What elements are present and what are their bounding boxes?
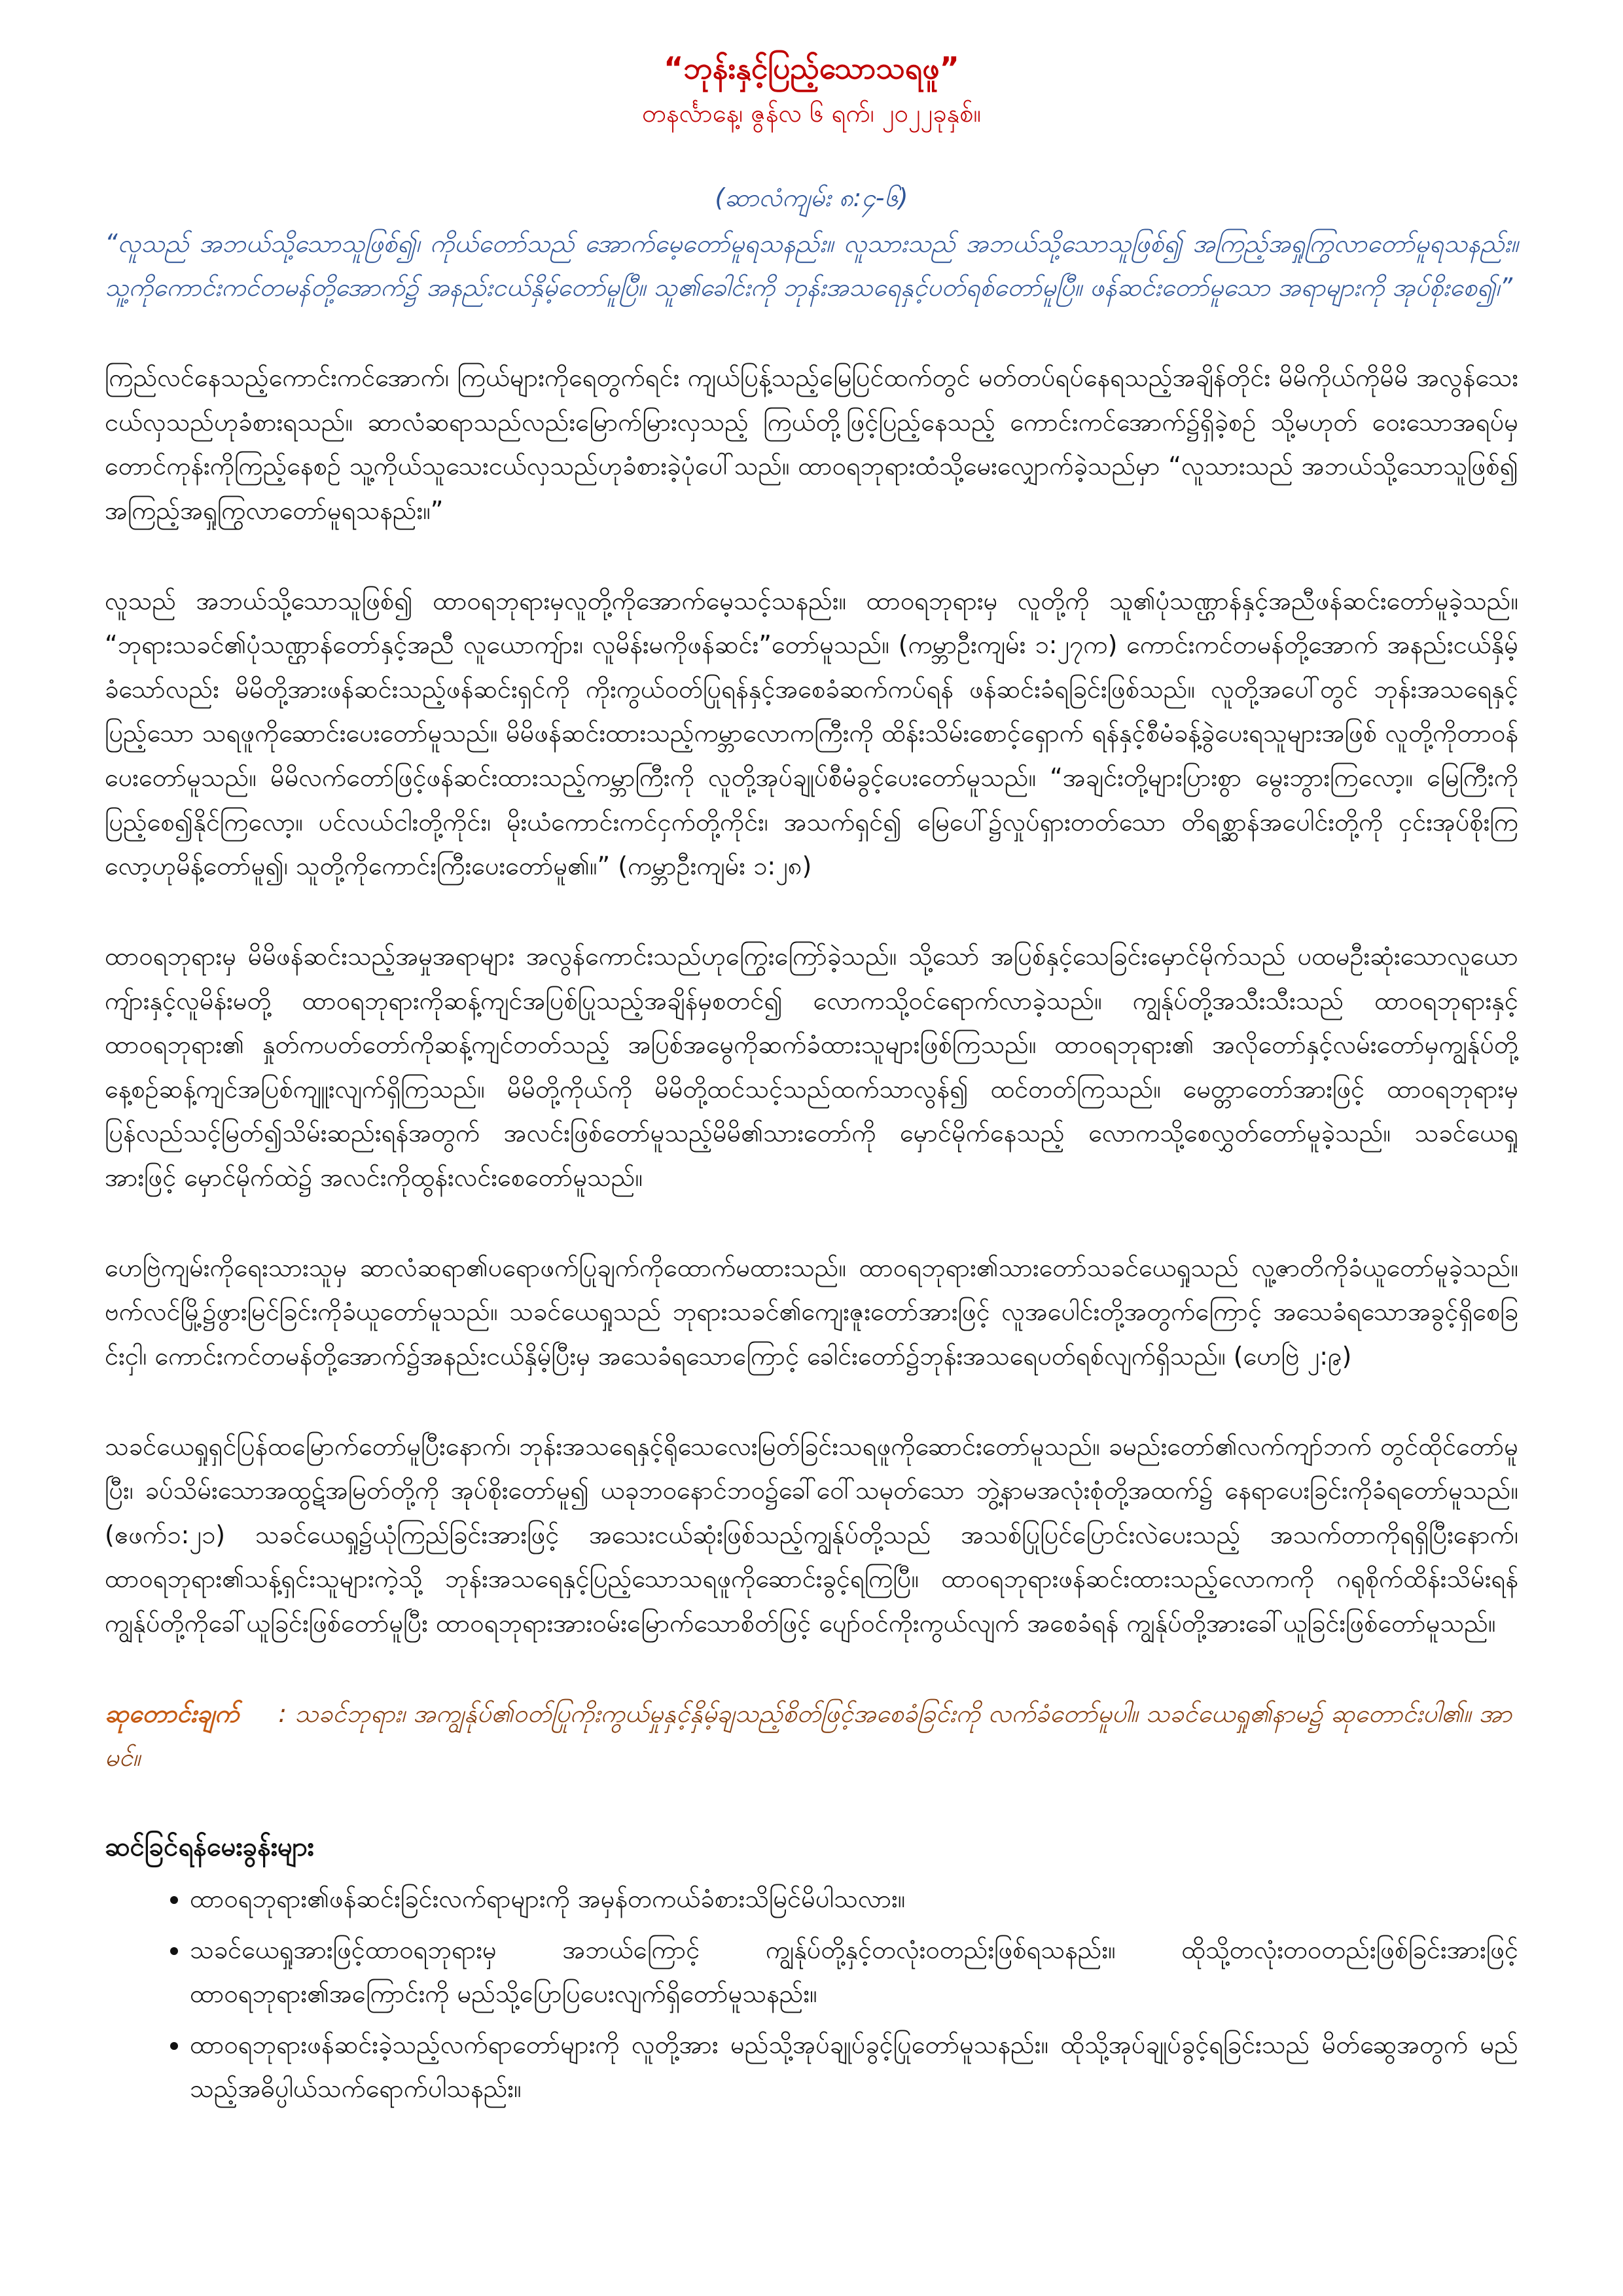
questions-list [105, 1877, 1518, 2111]
body-paragraph-1: ကြည်လင်နေသည့်ကောင်းကင်အောက်၊ ကြယ်များကိုရေတွက်ရင်း ကျယ်ပြန့်သည့်မြေပြင်ထက်တွင် မတ်တပ်ရပ်နေရသည့်အချိန်တိုင်း မိမိကိုယ်ကိုမိမိ အလွန်သေးငယ်လှသည်ဟုခံစားရသည်။ ဆာလံဆရာသည်လည်းမြောက်မြားလှသည့် ကြယ်တို့ဖြင့်ပြည့်နေသည့် ကောင်းကင်အောက်၌ရှိခဲ့စဉ် သို့မဟုတ် ဝေးသောအရပ်မှတောင်ကုန်းကိုကြည့်နေစဉ် သူ့ကိုယ်သူသေးငယ်လှသည်ဟုခံစားခဲ့ပုံပေါ်သည်။ ထာဝရဘုရားထံသို့မေးလျှောက်ခဲ့သည်မှာ “လူသားသည် အဘယ်သို့သောသူဖြစ်၍ အကြည့်အရှုကြွလာတော်မူရသနည်း။” [105, 363, 1518, 525]
prayer-text: : သခင်ဘုရား၊ အကျွန်ုပ်၏ဝတ်ပြုကိုးကွယ်မှုနှင့်နှိမ့်ချသည့်စိတ်ဖြင့်အစေခံခြင်းကို လက်ခံတော်မူပါ။ သခင်ယေရှု၏နာမ၌ ဆုတောင်းပါ၏။ အာမင်။ [105, 1698, 1512, 1772]
question-item-1: • ထာဝရဘုရား၏ဖန်ဆင်းခြင်းလက်ရာများကို အမှန်တကယ်ခံစားသိမြင်မိပါသလား။ [190, 1877, 1518, 1922]
devotional-date: တနင်္လာနေ့၊ ဇွန်လ ၆ ရက်၊ ၂၀၂၂ခုနှစ်။ [641, 99, 982, 128]
scripture-reference: (ဆာလံကျမ်း ၈:၄-၆) [715, 183, 908, 212]
scripture-verse: “လူသည် အဘယ်သို့သောသူဖြစ်၍၊ ကိုယ်တော်သည် အောက်မေ့တော်မူရသနည်း။ လူသားသည် အဘယ်သို့သောသူဖြစ်၍ အကြည့်အရှုကြွလာတော်မူရသနည်း။ သူ့ကိုကောင်းကင်တမန်တို့အောက်၌ အနည်းငယ်နှိမ့်တော်မူပြီ။ သူ၏ခေါင်းကို ဘုန်းအသရေနှင့်ပတ်ရစ်တော်မူပြီ။ ဖန်ဆင်းတော်မူသော အရာများကို အုပ်စိုးစေ၍၊” [105, 228, 1518, 302]
question-item-2: • သခင်ယေရှုအားဖြင့်ထာဝရဘုရားမှ အဘယ်ကြောင့် ကျွန်ုပ်တို့နှင့်တလုံးဝတည်းဖြစ်ရသနည်း။ ထိုသို့တလုံးတဝတည်းဖြစ်ခြင်းအားဖြင့် ထာဝရဘုရား၏အကြောင်းကို မည်သို့ပြောပြပေးလျက်ရှိတော်မူသနည်း။ [190, 1928, 1518, 2017]
devotional-title: “ဘုန်းနှင့်ပြည့်သောသရဖူ” [664, 50, 959, 86]
question-item-3: • ထာဝရဘုရားဖန်ဆင်းခဲ့သည့်လက်ရာတော်များကို လူတို့အား မည်သို့အုပ်ချုပ်ခွင့်ပြုတော်မူသနည်း။ ထိုသို့အုပ်ချုပ်ခွင့်ရခြင်းသည် မိတ်ဆွေအတွက် မည်သည့်အဓိပ္ပါယ်သက်ရောက်ပါသနည်း။ [190, 2023, 1518, 2111]
body-paragraph-2: လူသည် အဘယ်သို့သောသူဖြစ်၍ ထာဝရဘုရားမှလူတို့ကိုအောက်မေ့သင့်သနည်း။ ထာဝရဘုရားမှ လူတို့ကို သူ၏ပုံသဏ္ဌာန်နှင့်အညီဖန်ဆင်းတော်မူခဲ့သည်။ “ဘုရားသခင်၏ပုံသဏ္ဌာန်တော်နှင့်အညီ လူယောကျ်ား၊ လူမိန်းမကိုဖန်ဆင်း”တော်မူသည်။ (ကမ္ဘာဦးကျမ်း ၁:၂၇က) ကောင်းကင်တမန်တို့အောက် အနည်းငယ်နှိမ့်ခံသော်လည်း မိမိတို့အားဖန်ဆင်းသည့်ဖန်ဆင်းရှင်ကို ကိုးကွယ်ဝတ်ပြုရန်နှင့်အစေခံဆက်ကပ်ရန် ဖန်ဆင်းခံရခြင်းဖြစ်သည်။ လူတို့အပေါ်တွင် ဘုန်းအသရေနှင့်ပြည့်သော သရဖူကိုဆောင်းပေးတော်မူသည်။ မိမိဖန်ဆင်းထားသည့်ကမ္ဘာလောကကြီးကို ထိန်းသိမ်းစောင့်ရှောက် ရန်နှင့်စီမံခန့်ခွဲပေးရသူများအဖြစ် လူတို့ကိုတာဝန်ပေးတော်မူသည်။ မိမိလက်တော်ဖြင့်ဖန်ဆင်းထားသည့်ကမ္ဘာကြီးကို လူတို့အုပ်ချုပ်စီမံခွင့်ပေးတော်မူသည်။ “အချင်းတို့များပြားစွာ မွေးဘွားကြလော့။ မြေကြီးကိုပြည့်စေ၍နိုင်ကြလော့။ ပင်လယ်ငါးတို့ကိုင်း၊ မိုးယံကောင်းကင်ငှက်တို့ကိုင်း၊ အသက်ရှင်၍ မြေပေါ်၌လှုပ်ရှားတတ်သော တိရစ္ဆာန်အပေါင်းတို့ကို ငှင်းအုပ်စိုးကြလော့ဟုမိန့်တော်မူ၍၊ သူတို့ကိုကောင်းကြီးပေးတော်မူ၏။” (ကမ္ဘာဦးကျမ်း ၁:၂၈) [105, 586, 1518, 881]
body-paragraph-4: ဟေဗြဲကျမ်းကိုရေးသားသူမှ ဆာလံဆရာ၏ပရောဖက်ပြုချက်ကိုထောက်မထားသည်။ ထာဝရဘုရား၏သားတော်သခင်ယေရှုသည် လူ့ဇာတိကိုခံယူတော်မူခဲ့သည်။ ဗက်လင်မြို့၌ဖွားမြင်ခြင်းကိုခံယူတော်မူသည်။ သခင်ယေရှုသည် ဘုရားသခင်၏ကျေးဇူးတော်အားဖြင့် လူအပေါင်းတို့အတွက်ကြောင့် အသေခံရသောအခွင့်ရှိစေခြင်းငှါ၊ ကောင်းကင်တမန်တို့အောက်၌အနည်းငယ်နှိမ့်ပြီးမှ အသေခံရသောကြောင့် ခေါင်းတော်၌ဘုန်းအသရေပတ်ရစ်လျက်ရှိသည်။ (ဟေဗြဲ ၂:၉) [105, 1253, 1518, 1371]
questions-heading: ဆင်ခြင်ရန်မေးခွန်းများ [105, 1831, 314, 1862]
body-paragraph-3: ထာဝရဘုရားမှ မိမိဖန်ဆင်းသည့်အမှုအရာများ အလွန်ကောင်းသည်ဟုကြွေးကြော်ခဲ့သည်။ သို့သော် အပြစ်နှင့်သေခြင်းမှောင်မိုက်သည် ပထမဦးဆုံးသောလူယောကျ်ားနှင့်လူမိန်းမတို့ ထာဝရဘုရားကိုဆန့်ကျင်အပြစ်ပြုသည့်အချိန်မှစတင်၍ လောကသို့ဝင်ရောက်လာခဲ့သည်။ ကျွန်ုပ်တို့အသီးသီးသည် ထာဝရဘုရားနှင့်ထာဝရဘုရား၏ နှုတ်ကပတ်တော်ကိုဆန့်ကျင်တတ်သည့် အပြစ်အမွေကိုဆက်ခံထားသူများဖြစ်ကြသည်။ ထာဝရဘုရား၏ အလိုတော်နှင့်လမ်းတော်မှကျွန်ုပ်တို့နေ့စဉ်ဆန့်ကျင်အပြစ်ကျူးလျက်ရှိကြသည်။ မိမိတို့ကိုယ်ကို မိမိတို့ထင်သင့်သည်ထက်သာလွန်၍ ထင်တတ်ကြသည်။ မေတ္တာတော်အားဖြင့် ထာဝရဘုရားမှပြန်လည်သင့်မြတ်၍သိမ်းဆည်းရန်အတွက် အလင်းဖြစ်တော်မူသည့်မိမိ၏သားတော်ကို မှောင်မိုက်နေသည့် လောကသို့စေလွှတ်တော်မူခဲ့သည်။ သခင်ယေရှုအားဖြင့် မှောင်မိုက်ထဲ၌ အလင်းကိုထွန်းလင်းစေတော်မူသည်။ [105, 941, 1518, 1193]
body-paragraph-5: သခင်ယေရှုရှင်ပြန်ထမြောက်တော်မူပြီးနောက်၊ ဘုန်းအသရေနှင့်ရိုသေလေးမြတ်ခြင်းသရဖူကိုဆောင်းတော်မူသည်။ ခမည်းတော်၏လက်ကျာ်ဘက် တွင်ထိုင်တော်မူပြီး၊ ခပ်သိမ်းသောအထွဋ်အမြတ်တို့ကို အုပ်စိုးတော်မူ၍ ယခုဘဝနောင်ဘဝ၌ခေါ်ဝေါ်သမုတ်သော ဘွဲ့နာမအလုံးစုံတို့အထက်၌ နေရာပေးခြင်းကိုခံရတော်မူသည်။ (ဧဖက်၁:၂၁) သခင်ယေရှု၌ယုံကြည်ခြင်းအားဖြင့် အသေးငယ်ဆုံးဖြစ်သည့်ကျွန်ုပ်တို့သည် အသစ်ပြုပြင်ပြောင်းလဲပေးသည့် အသက်တာကိုရရှိပြီးနောက်၊ ထာဝရဘုရား၏သန့်ရှင်းသူများကဲ့သို့ ဘုန်းအသရေနှင့်ပြည့်သောသရဖူကိုဆောင်းခွင့်ရကြပြီ။ ထာဝရဘုရားဖန်ဆင်းထားသည့်လောကကို ဂရုစိုက်ထိန်းသိမ်းရန် ကျွန်ုပ်တို့ကိုခေါ်ယူခြင်းဖြစ်တော်မူပြီး ထာဝရဘုရားအားဝမ်းမြောက်သောစိတ်ဖြင့် ပျော်ဝင်ကိုးကွယ်လျက် အစေခံရန် ကျွန်ုပ်တို့အားခေါ်ယူခြင်းဖြစ်တော်မူသည်။ [105, 1431, 1518, 1638]
prayer-label: ဆုတောင်းချက် [105, 1698, 240, 1728]
document-page [105, 33, 1518, 2118]
prayer-section [105, 1692, 1518, 1780]
